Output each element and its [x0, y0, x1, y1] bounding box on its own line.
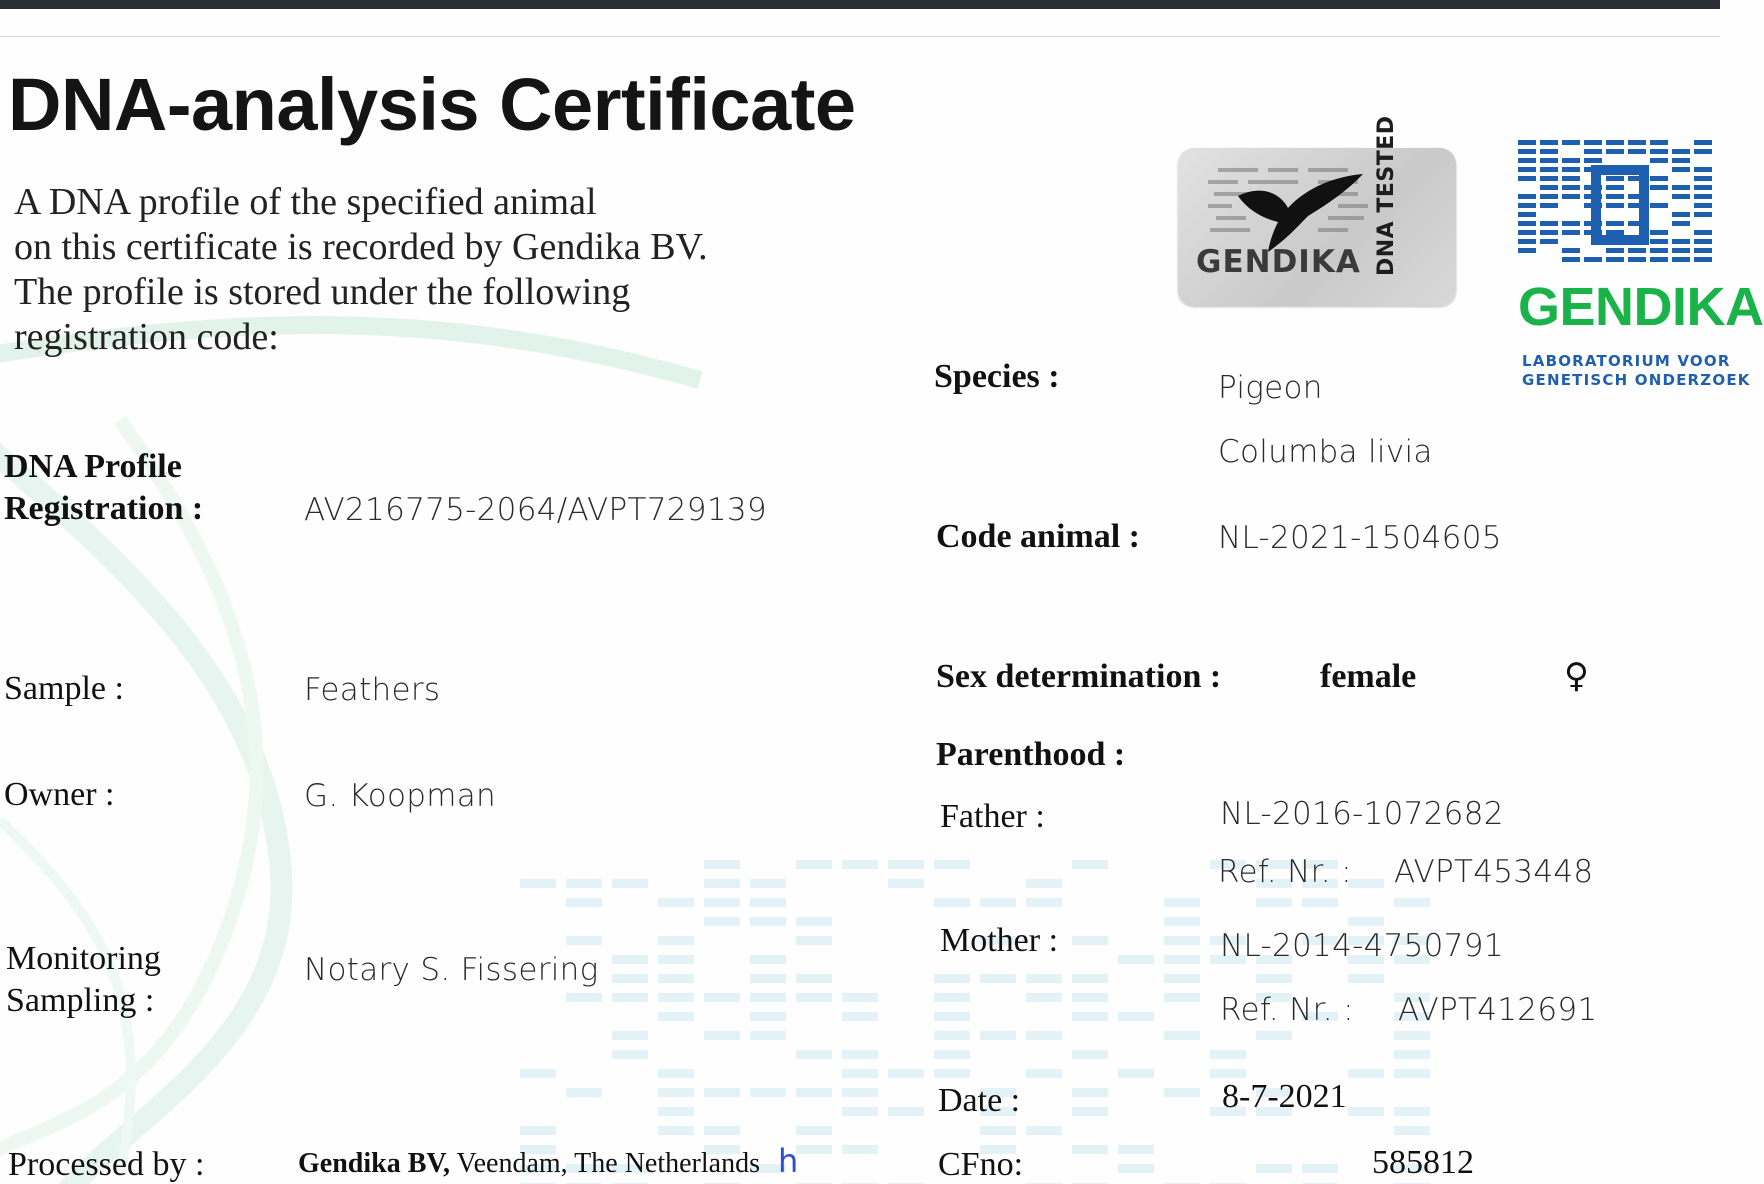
species-latin-value: Columba livia [1218, 434, 1433, 470]
sample-value: Feathers [304, 672, 441, 708]
logo-subtitle-line: GENETISCH ONDERZOEK [1522, 371, 1751, 389]
sticker-side-text: DNA TESTED [1374, 115, 1399, 276]
species-label: Species : [934, 358, 1060, 395]
processed-company: Gendika BV, [298, 1148, 450, 1179]
owner-value: G. Koopman [304, 778, 496, 814]
intro-text [14, 180, 774, 360]
intro-line: on this certificate is recorded by Gendika BV. [14, 226, 708, 268]
mother-ref-label: Ref. Nr. : [1220, 992, 1354, 1028]
code-animal-label: Code animal : [936, 518, 1140, 555]
intro-line: registration code: [14, 316, 279, 358]
logo-subtitle [1522, 352, 1751, 390]
father-ref-label: Ref. Nr. : [1218, 854, 1352, 890]
gendika-logo-icon [1518, 140, 1720, 270]
profile-registration-value: AV216775-2064/AVPT729139 [304, 492, 767, 528]
father-ref-value: AVPT453448 [1394, 854, 1594, 890]
female-symbol-icon: ♀ [1564, 656, 1589, 696]
dna-tested-sticker [1178, 115, 1456, 306]
owner-label: Owner : [4, 776, 115, 813]
code-animal-value: NL-2021-1504605 [1218, 520, 1502, 556]
monitoring-value: Notary S. Fissering [304, 952, 599, 988]
logo-subtitle-line: LABORATORIUM VOOR [1522, 352, 1731, 370]
top-border [0, 0, 1720, 9]
father-label: Father : [940, 798, 1045, 835]
profile-label: Registration : [4, 490, 204, 527]
logo-name: GENDIKA [1518, 277, 1764, 337]
sticker-brand: GENDIKA [1196, 244, 1361, 280]
sex-label: Sex determination : [936, 658, 1222, 695]
father-value: NL-2016-1072682 [1220, 796, 1504, 832]
profile-label: DNA Profile [4, 448, 182, 485]
mother-ref-value: AVPT412691 [1398, 992, 1598, 1028]
monitoring-label: Monitoring [6, 940, 161, 977]
top-divider [0, 36, 1720, 37]
sample-label: Sample : [4, 670, 124, 707]
processed-label: Processed by : [8, 1146, 205, 1183]
mother-value: NL-2014-4750791 [1220, 928, 1504, 964]
cfno-label: CFno: [938, 1146, 1024, 1183]
processed-place: Veendam, The Netherlands [450, 1148, 760, 1179]
dna-bands-watermark [520, 860, 1220, 1174]
certificate-title: DNA-analysis Certificate [8, 63, 856, 146]
date-value: 8-7-2021 [1222, 1078, 1347, 1115]
bird-icon [1198, 156, 1378, 256]
processed-value [298, 1148, 760, 1180]
intro-line: A DNA profile of the specified animal [14, 181, 597, 223]
species-common-value: Pigeon [1218, 370, 1323, 406]
cfno-value: 585812 [1372, 1144, 1474, 1181]
parenthood-label: Parenthood : [936, 736, 1126, 773]
intro-line: The profile is stored under the following [14, 271, 631, 313]
monitoring-label: Sampling : [6, 982, 155, 1019]
sex-value: female [1320, 658, 1417, 695]
date-label: Date : [938, 1082, 1021, 1119]
signature-mark: h [778, 1142, 799, 1180]
mother-label: Mother : [940, 922, 1059, 959]
